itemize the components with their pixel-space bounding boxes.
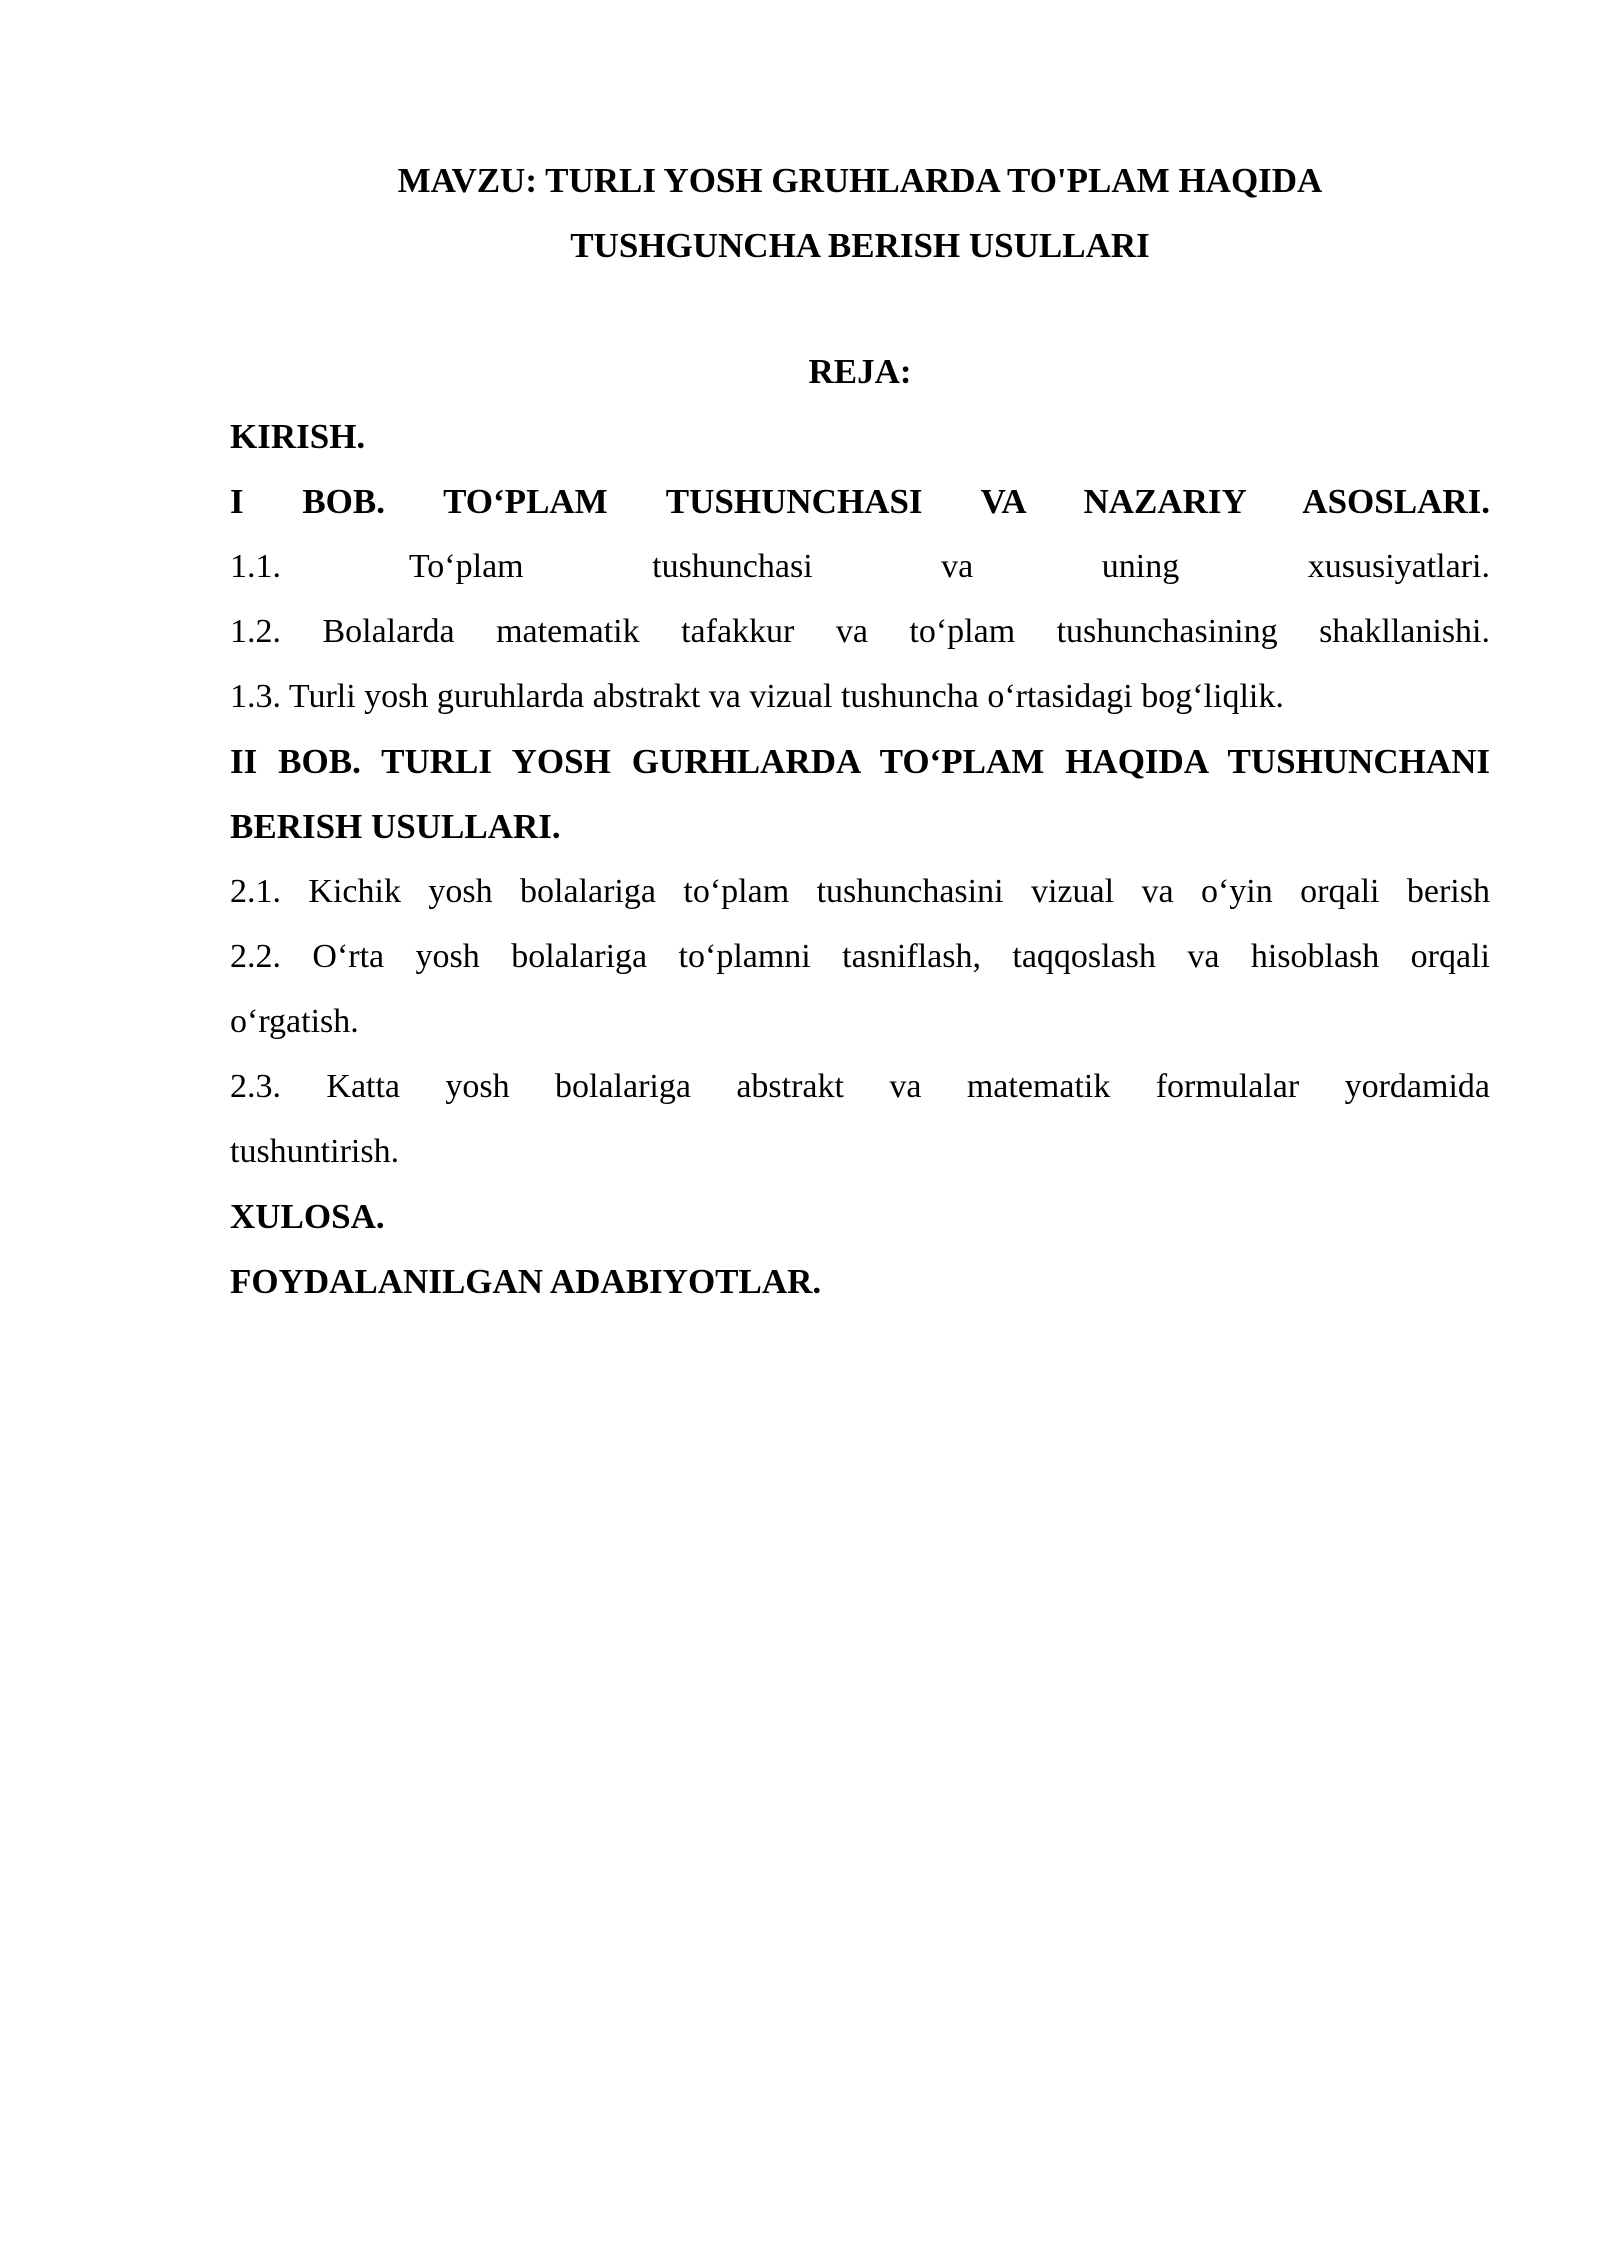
outline-item-1-1: 1.1. To‘plam tushunchasi va uning xususiyatlari. (230, 548, 1490, 585)
outline-intro: KIRISH. (230, 417, 366, 456)
outline-conclusion: XULOSA. (230, 1197, 385, 1236)
chapter-2-heading-line-1: II BOB. TURLI YOSH GURHLARDA TO‘PLAM HAQIDA TUSHUNCHANI (230, 742, 1490, 781)
outline-item-1-3: 1.3. Turli yosh guruhlarda abstrakt va vizual tushuncha o‘rtasidagi bog‘liqlik. (230, 678, 1284, 715)
plan-outline (230, 404, 1490, 1314)
outline-item-2-3-line-2: tushuntirish. (230, 1133, 400, 1170)
title-line-2: TUSHGUNCHA BERISH USULLARI (570, 226, 1150, 265)
chapter-1-heading: I BOB. TO‘PLAM TUSHUNCHASI VA NAZARIY ASOSLARI. (230, 482, 1490, 521)
title-line-1: MAVZU: TURLI YOSH GRUHLARDA TO'PLAM HAQIDA (397, 161, 1323, 200)
outline-item-2-2-line-1: 2.2. O‘rta yosh bolalariga to‘plamni tasniflash, taqqoslash va hisoblash orqali (230, 938, 1490, 975)
outline-item-2-2-line-2: o‘rgatish. (230, 1003, 359, 1040)
outline-item-2-3-line-1: 2.3. Katta yosh bolalariga abstrakt va matematik formulalar yordamida (230, 1068, 1490, 1105)
chapter-2-heading-line-2: BERISH USULLARI. (230, 807, 561, 846)
outline-item-1-2: 1.2. Bolalarda matematik tafakkur va to‘plam tushunchasining shakllanishi. (230, 613, 1490, 650)
outline-references: FOYDALANILGAN ADABIYOTLAR. (230, 1262, 822, 1301)
document-title (230, 148, 1490, 278)
plan-heading: REJA: (808, 352, 912, 391)
outline-item-2-1: 2.1. Kichik yosh bolalariga to‘plam tushunchasini vizual va o‘yin orqali berish (230, 873, 1490, 910)
